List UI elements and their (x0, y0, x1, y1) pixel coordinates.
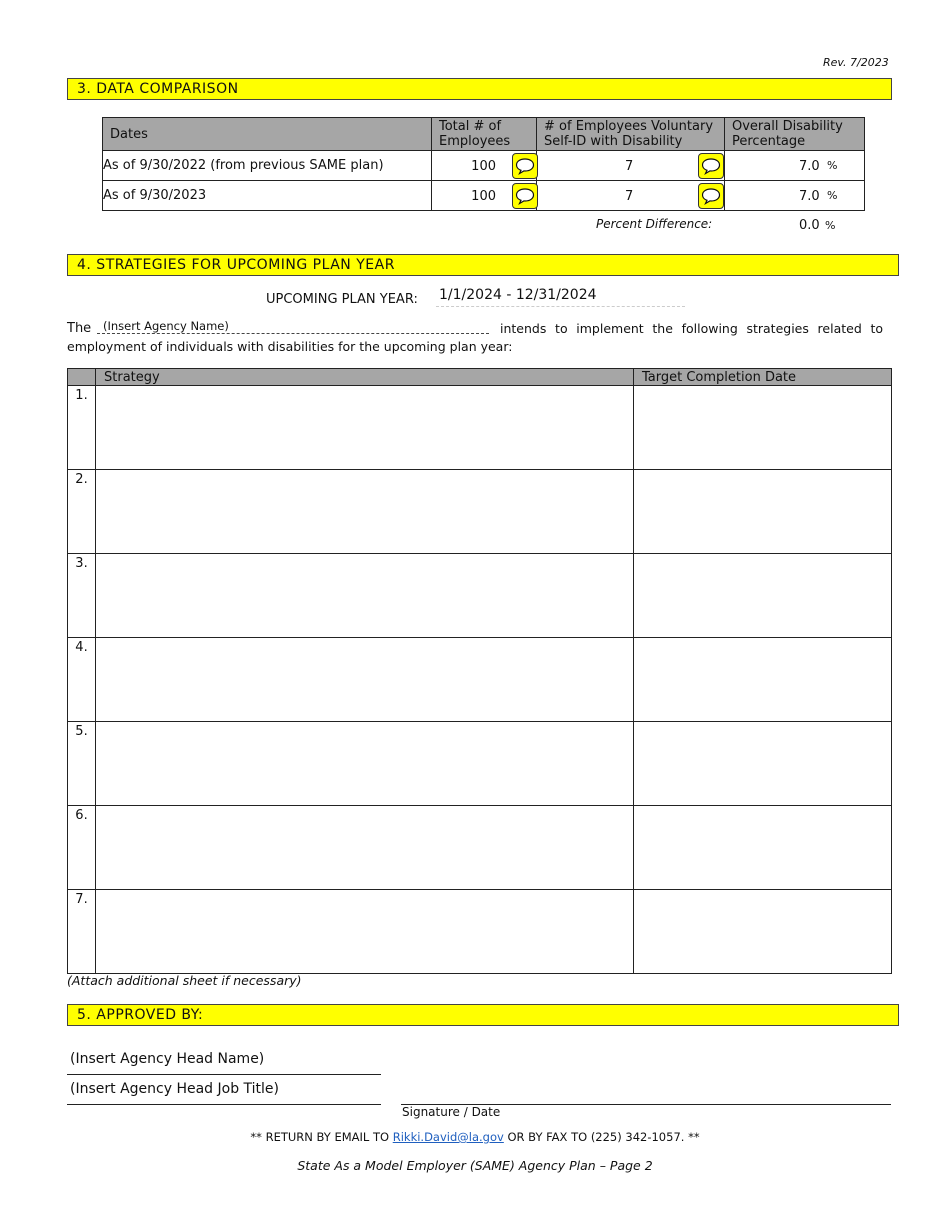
target-date-cell[interactable] (634, 890, 892, 974)
voluntary-cell[interactable] (537, 151, 725, 181)
percentage-value: 7.0 (799, 189, 820, 204)
intro-text-line1: intends to implement the following strategies related to (500, 321, 883, 336)
table-row (68, 554, 892, 638)
agency-head-title-field[interactable] (67, 1081, 381, 1105)
target-date-cell[interactable] (634, 554, 892, 638)
strategy-cell[interactable] (96, 554, 634, 638)
total-value: 100 (471, 189, 496, 204)
table-row (68, 722, 892, 806)
agency-head-name-field[interactable] (67, 1051, 381, 1075)
agency-name-placeholder: (Insert Agency Name) (103, 319, 229, 333)
table-row (103, 181, 865, 211)
row-date: As of 9/30/2023 (103, 181, 432, 211)
strategy-cell[interactable] (96, 722, 634, 806)
agency-head-title: (Insert Agency Head Job Title) (70, 1081, 280, 1097)
section-5-title: 5. APPROVED BY: (67, 1004, 899, 1026)
row-number: 3. (68, 554, 96, 638)
intro-the: The (67, 321, 92, 336)
return-prefix: ** RETURN BY EMAIL TO (250, 1130, 390, 1144)
section-4-title: 4. STRATEGIES FOR UPCOMING PLAN YEAR (67, 254, 899, 276)
return-instructions (0, 1130, 950, 1144)
comment-icon[interactable] (512, 153, 538, 179)
row-number: 6. (68, 806, 96, 890)
percent-sign: % (825, 219, 836, 232)
header-target-date: Target Completion Date (634, 369, 892, 386)
data-comparison-table (102, 117, 865, 211)
attach-note: (Attach additional sheet if necessary) (67, 973, 302, 988)
target-date-cell[interactable] (634, 470, 892, 554)
header-voluntary: # of Employees Voluntary Self-ID with Disability (537, 118, 725, 151)
percent-sign: % (827, 159, 838, 172)
header-dates: Dates (103, 118, 432, 151)
percentage-value: 7.0 (799, 159, 820, 174)
comment-icon[interactable] (698, 183, 724, 209)
strategy-cell[interactable] (96, 470, 634, 554)
header-strategy: Strategy (96, 369, 634, 386)
plan-year-input[interactable]: 1/1/2024 - 12/31/2024 (436, 287, 685, 307)
percent-difference-label: Percent Difference: (596, 217, 713, 231)
return-suffix: OR BY FAX TO (225) 342-1057. ** (507, 1130, 700, 1144)
agency-head-name: (Insert Agency Head Name) (70, 1051, 265, 1067)
header-number (68, 369, 96, 386)
header-total: Total # of Employees (432, 118, 537, 151)
section-3-title: 3. DATA COMPARISON (67, 78, 892, 100)
table-row (68, 890, 892, 974)
intro-text-line2: employment of individuals with disabilities for the upcoming plan year: (67, 339, 513, 354)
percent-difference-value: 0.0 (799, 218, 820, 233)
target-date-cell[interactable] (634, 638, 892, 722)
row-number: 1. (68, 386, 96, 470)
table-row (68, 638, 892, 722)
target-date-cell[interactable] (634, 386, 892, 470)
comment-icon[interactable] (512, 183, 538, 209)
percent-sign: % (827, 189, 838, 202)
total-cell[interactable] (432, 181, 537, 211)
table-row (68, 806, 892, 890)
email-link[interactable]: Rikki.David@la.gov (392, 1130, 504, 1144)
table-row (103, 151, 865, 181)
voluntary-cell[interactable] (537, 181, 725, 211)
row-number: 5. (68, 722, 96, 806)
target-date-cell[interactable] (634, 806, 892, 890)
total-cell[interactable] (432, 151, 537, 181)
table-row (68, 470, 892, 554)
comment-icon[interactable] (698, 153, 724, 179)
voluntary-value: 7 (625, 159, 634, 174)
table-row (68, 386, 892, 470)
strategy-cell[interactable] (96, 806, 634, 890)
total-value: 100 (471, 159, 496, 174)
voluntary-value: 7 (625, 189, 634, 204)
strategy-cell[interactable] (96, 890, 634, 974)
target-date-cell[interactable] (634, 722, 892, 806)
strategy-table (67, 368, 892, 974)
row-date: As of 9/30/2022 (from previous SAME plan) (103, 151, 432, 181)
header-overall: Overall Disability Percentage (725, 118, 865, 151)
agency-name-input[interactable] (97, 315, 489, 334)
signature-label: Signature / Date (402, 1105, 501, 1119)
page-footer-title: State As a Model Employer (SAME) Agency Plan – Page 2 (297, 1158, 653, 1173)
row-number: 4. (68, 638, 96, 722)
row-number: 2. (68, 470, 96, 554)
percentage-cell[interactable] (725, 181, 865, 211)
revision-label: Rev. 7/2023 (823, 56, 889, 69)
plan-year-label: UPCOMING PLAN YEAR: (266, 292, 418, 307)
row-number: 7. (68, 890, 96, 974)
strategy-cell[interactable] (96, 638, 634, 722)
percentage-cell[interactable] (725, 151, 865, 181)
strategy-cell[interactable] (96, 386, 634, 470)
